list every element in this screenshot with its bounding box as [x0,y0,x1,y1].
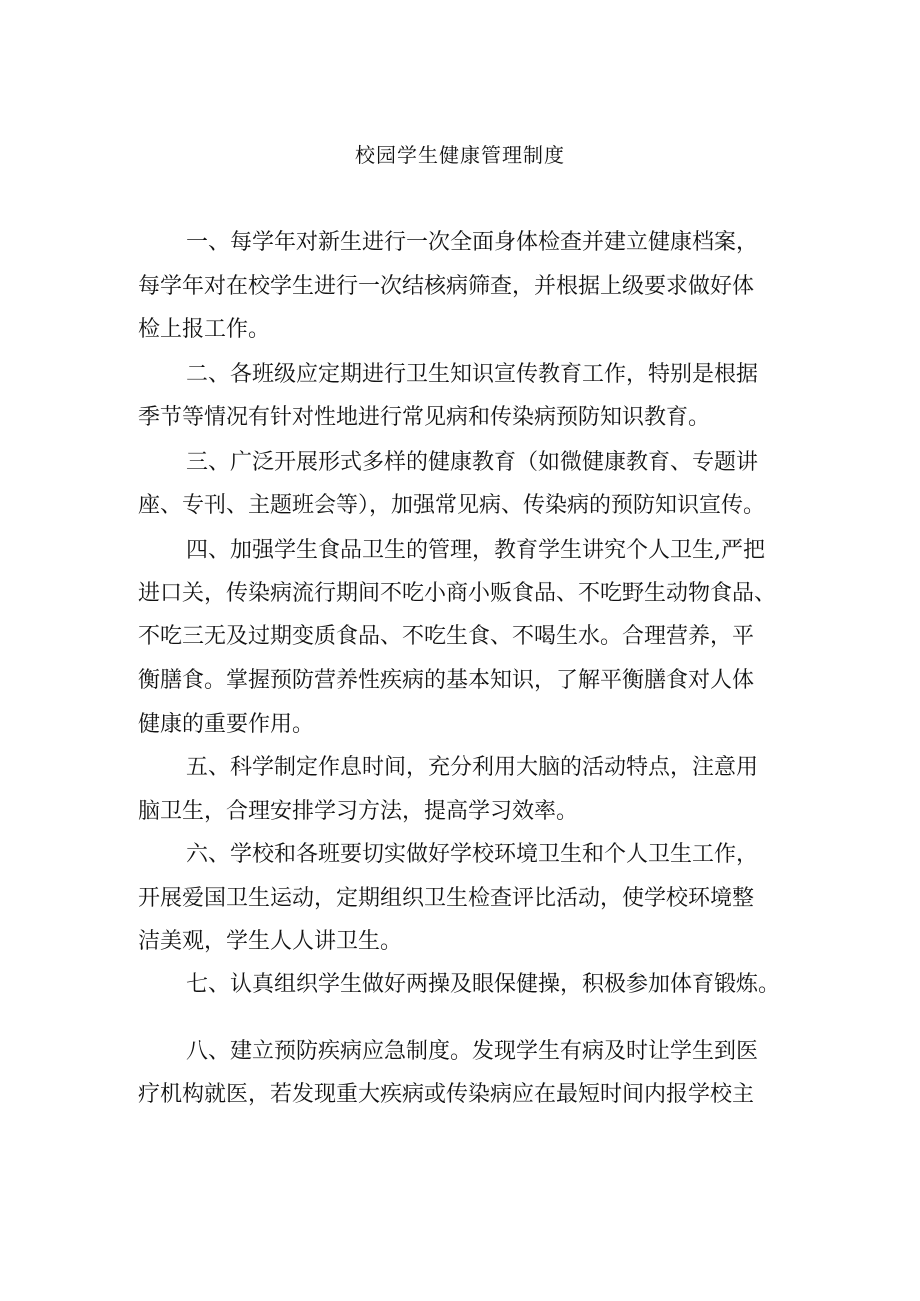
document-title: 校园学生健康管理制度 [355,143,565,167]
document-page: 校园学生健康管理制度 一、每学年对新生进行一次全面身体检查并建立健康档案， 每学年对在校学生进行一次结核病筛查，并根据上级要求做好体 检上报工作。 二、各班级应定期进行卫生知识宣传教育工作，特别是根据 季节等情况有针对性地进行常见病和传染病预防知识教育。 三、广泛开展形式多样的健康教育（如微健康教育、专题讲 座、专刊、主题班会等），加强常见病、传染病的预防知识宣传。 四、加强学生食品卫生的管理，教育学生讲究个人卫生,严把 进口关，传染病流行期间不吃小商小贩食品、不吃野生动物食品、 不吃三无及过期变质食品、不吃生食、不喝生水。合理营养，平 衡膳食。掌握预防营养性疾病的基本知识，了解平衡膳食对人体 健康的重要作用。 五、科学制定作息时间，充分利用大脑的活动特点，注意用 脑卫生，合理安排学习方法，提高学习效率。 六、学校和各班要切实做好学校环境卫生和个人卫生工作， 开展爱国卫生运动，定期组织卫生检查评比活动，使学校环境整 洁美观，学生人人讲卫生。 七、认真组织学生做好两操及眼保健操，积极参加体育锻炼。 八、建立预防疾病应急制度。发现学生有病及时让学生到医 疗机构就医，若发现重大疾病或传染病应在最短时间内报学校主 [0,0,920,1301]
